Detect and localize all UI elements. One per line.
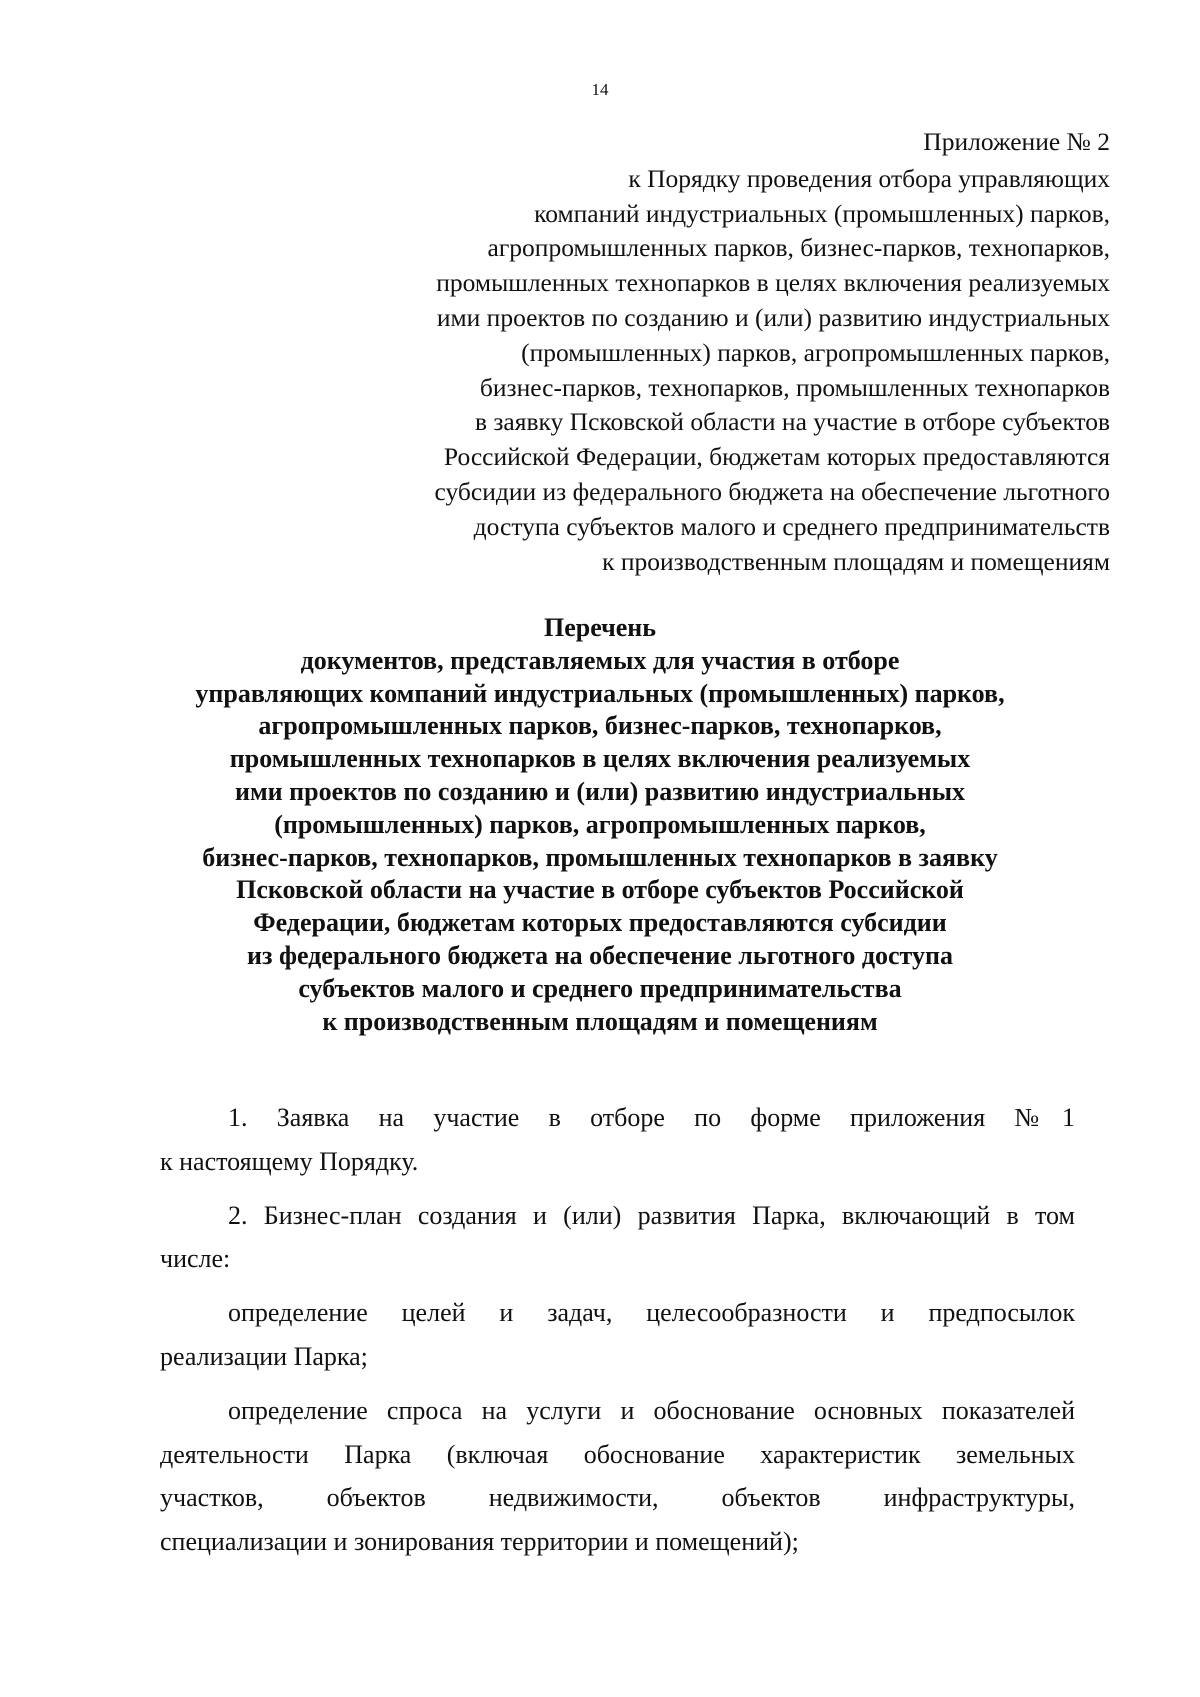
- appendix-line: субсидии из федерального бюджета на обеспечение льготного: [434, 476, 1110, 506]
- paragraph-line: определение целей и задач, целесообразности и предпосылок: [228, 1298, 1075, 1328]
- paragraph-line: реализации Парка;: [160, 1341, 368, 1371]
- paragraph-line: деятельности Парка (включая обоснование характеристик земельных: [160, 1439, 1075, 1469]
- paragraph-line: к настоящему Порядку.: [160, 1146, 419, 1176]
- appendix-line: (промышленных) парков, агропромышленных парков,: [521, 337, 1110, 367]
- appendix-line: в заявку Псковской области на участие в отборе субъектов: [474, 407, 1110, 437]
- appendix-line: к производственным площадям и помещениям: [602, 546, 1110, 576]
- paragraph-demand: [160, 1389, 1075, 1563]
- heading-line: бизнес-парков, технопарков, промышленных технопарков в заявку: [202, 842, 998, 872]
- heading-line: субъектов малого и среднего предпринимательства: [298, 973, 902, 1003]
- heading-line: ими проектов по созданию и (или) развитию индустриальных: [234, 776, 966, 806]
- appendix-line: доступа субъектов малого и среднего предпринимательств: [473, 511, 1110, 541]
- heading-title: Перечень: [543, 613, 657, 642]
- heading-line: агропромышленных парков, бизнес-парков, технопарков,: [258, 711, 942, 741]
- appendix-line: промышленных технопарков в целях включения реализуемых: [436, 268, 1110, 298]
- paragraph-line: 1. Заявка на участие в отборе по форме приложения №1: [228, 1103, 1075, 1132]
- heading-line: Псковской области на участие в отборе субъектов Российской: [236, 875, 964, 905]
- paragraph-goals: [160, 1291, 1075, 1378]
- heading-line: документов, представляемых для участия в отборе: [300, 645, 900, 675]
- appendix-line: агропромышленных парков, бизнес-парков, технопарков,: [487, 233, 1110, 263]
- heading-line: управляющих компаний индустриальных (промышленных) парков,: [195, 678, 1005, 708]
- heading-line: Федерации, бюджетам которых предоставляются субсидии: [253, 908, 947, 938]
- appendix-line: Российской Федерации, бюджетам которых предоставляются: [443, 442, 1110, 472]
- paragraph-line: участков, объектов недвижимости, объектов инфраструктуры,: [160, 1483, 1075, 1513]
- paragraph-line: специализации и зонирования территории и помещений);: [160, 1526, 799, 1556]
- appendix-title: Приложение № 2: [923, 127, 1110, 156]
- appendix-line: компаний индустриальных (промышленных) парков,: [534, 198, 1110, 228]
- paragraph-line: числе:: [160, 1244, 231, 1274]
- paragraph-item-1: [160, 1096, 1075, 1183]
- appendix-line: бизнес-парков, технопарков, промышленных технопарков: [479, 372, 1110, 402]
- heading-line: (промышленных) парков, агропромышленных парков,: [274, 809, 926, 839]
- appendix-line: ими проектов по созданию и (или) развитию индустриальных: [436, 302, 1110, 332]
- document-heading: [100, 612, 1100, 1038]
- heading-line: из федерального бюджета на обеспечение льготного доступа: [247, 940, 953, 970]
- document-body: [160, 1096, 1075, 1574]
- paragraph-item-2: [160, 1194, 1075, 1281]
- paragraph-line: 2. Бизнес-план создания и (или) развития Парка, включающий в том: [228, 1200, 1075, 1230]
- page-number: 14: [591, 80, 609, 99]
- heading-line: к производственным площадям и помещениям: [322, 1006, 878, 1036]
- paragraph-line: определение спроса на услуги и обоснование основных показателей: [228, 1396, 1075, 1426]
- appendix-line: к Порядку проведения отбора управляющих: [628, 163, 1110, 193]
- heading-line: промышленных технопарков в целях включения реализуемых: [229, 744, 971, 774]
- appendix-header: [210, 125, 1110, 579]
